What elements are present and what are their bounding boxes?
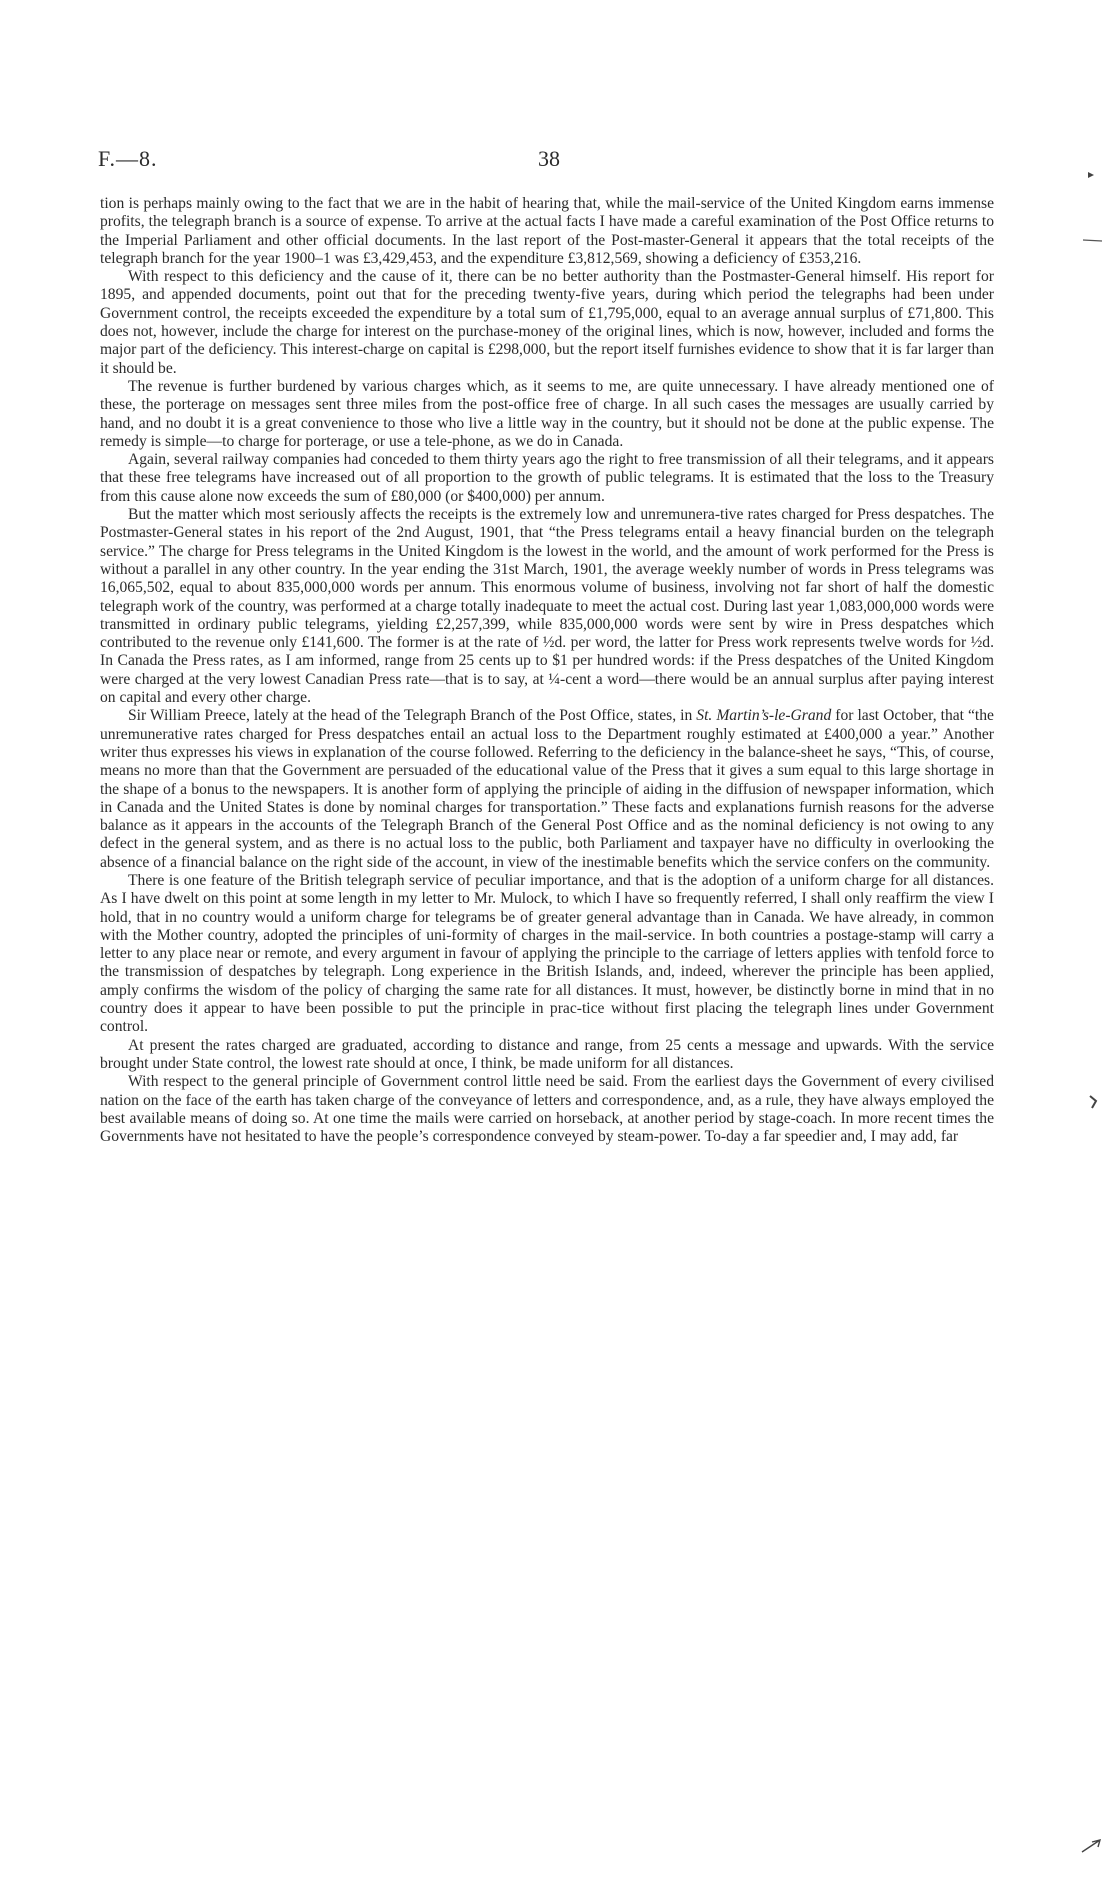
paragraph: With respect to this deficiency and the cause of it, there can be no better authority than the Postmaster-General himself. His report for 1895, and appended documents, point out that for the preceding twenty-five years, during which period the telegraphs had been under Government control, the receipts exceeded the expenditure by a total sum of £1,795,000, equal to an average annual surplus of £71,800. This does not, however, include the charge for interest on the purchase-money of the original lines, which is now, however, included and forms the major part of the deficiency. This interest-charge on capital is £298,000, but the report itself furnishes evidence to show that it is far larger than it should be. [100, 268, 994, 377]
paragraph: With respect to the general principle of Government control little need be said. From the earliest days the Government of every civilised nation on the face of the earth has taken charge of the conveyance of letters and correspondence, and, as a rule, they have always employed the best available means of doing so. At one time the mails were carried on horseback, at another period by stage-coach. In more recent times the Governments have not hesitated to have the people’s correspondence conveyed by steam-power. To-day a far speedier and, I may add, far [100, 1073, 994, 1146]
document-reference: F.—8. [98, 146, 158, 171]
margin-mark-icon [1086, 170, 1096, 180]
paragraph: There is one feature of the British telegraph service of peculiar importance, and that is the adoption of a uniform charge for all distances. As I have dwelt on this point at some length in my letter to Mr. Mulock, to which I have so frequently referred, I shall only reaffirm the view I hold, that in no country would a uniform charge for telegrams be of greater general advantage than in Canada. We have already, in common with the Mother country, adopted the principles of uni-formity of charges in the mail-service. In both countries a postage-stamp will carry a letter to any place near or remote, and every argument in favour of applying the principle to the carriage of letters applies with tenfold force to the transmission of despatches by telegraph. Long experience in the British Islands, and, indeed, wherever the principle has been applied, amply confirms the wisdom of the policy of charging the same rate for all distances. It must, however, be distinctly borne in mind that in no country does it appear to have been possible to put the principle in prac-tice without first placing the telegraph lines under Government control. [100, 871, 994, 1036]
page-header [98, 146, 1054, 176]
paragraph: The revenue is further burdened by various charges which, as it seems to me, are quite unnecessary. I have already mentioned one of these, the porterage on messages sent three miles from the post-office free of charge. In all such cases the messages are usually carried by hand, and no doubt it is a great convenience to those who live a little way in the country, but it should not be done at the public expense. The remedy is simple—to charge for porterage, or use a tele-phone, as we do in Canada. [100, 377, 994, 450]
paragraph-lead: Sir William Preece, lately at the head of the Telegraph Branch of the Post Office, states, in [128, 707, 693, 725]
paragraph: tion is perhaps mainly owing to the fact that we are in the habit of hearing that, while the mail-service of the United Kingdom earns immense profits, the telegraph branch is a source of expense. To arrive at the actual facts I have made a careful examination of the Post Office returns to the Imperial Parliament and other official documents. In the last report of the Post-master-General it appears that the total receipts of the telegraph branch for the year 1900–1 was £3,429,453, and the expenditure £3,812,569, showing a deficiency of £353,216. [100, 195, 994, 267]
journal-title: St. Martin’s-le-Grand [696, 707, 832, 725]
page-number: 38 [538, 146, 560, 171]
paragraph: Again, several railway companies had conceded to them thirty years ago the right to free transmission of all their telegrams, and it appears that these free telegrams have increased out of all proportion to the growth of public telegrams. It is estimated that the loss to the Treasury from this cause alone now exceeds the sum of £80,000 (or $400,000) per annum. [100, 451, 994, 505]
paragraph: But the matter which most seriously affects the receipts is the extremely low and unremunera-tive rates charged for Press despatches. The Postmaster-General states in his report of the 2nd August, 1901, that “the Press telegrams entail a heavy financial burden on the telegraph service.” The charge for Press telegrams in the United Kingdom is the lowest in the world, and the amount of work performed for the Press is without a parallel in any other country. In the year ending the 31st March, 1901, the average weekly number of words in Press telegrams was 16,065,502, equal to about 835,000,000 words per annum. This enormous volume of business, involving not far short of half the domestic telegraph work of the country, was performed at a charge totally inadequate to meet the actual cost. During last year 1,083,000,000 words were transmitted in ordinary public telegrams, yielding £2,257,399, while 835,000,000 words were sent by wire in Press despatches which contributed to the revenue only £141,600. The former is at the rate of ½d. per word, the latter for Press work represents twelve words for ½d. In Canada the Press rates, as I am informed, range from 25 cents up to $1 per hundred words: if the Press despatches of the United Kingdom were charged at the very lowest Canadian Press rate—that is to say, at ¼-cent a word—there would be an annual surplus after paying interest on capital and every other charge. [100, 506, 994, 707]
margin-mark-icon [1082, 236, 1104, 244]
margin-mark-icon [1088, 1095, 1098, 1109]
paragraph: At present the rates charged are graduated, according to distance and range, from 25 cents a message and upwards. With the service brought under State control, the lowest rate should at once, I think, be made uniform for all distances. [100, 1036, 994, 1072]
body-text [100, 195, 994, 1146]
paragraph-rest: for last October, that “the unremunerative rates charged for Press despatches entail an actual loss to the Department roughly estimated at £400,000 a year.” Another writer thus expresses his views in explanation of the course followed. Referring to the deficiency in the balance-sheet he says, “This, of course, means no more than that the Government are persuaded of the educational value of the Press that it gives a sum equal to this large shortage in the shape of a bonus to the newspapers. It is another form of applying the principle of aiding in the diffusion of newspaper information, which in Canada and the United States is done by nominal charges for transportation.” These facts and explanations furnish reasons for the adverse balance as it appears in the accounts of the Telegraph Branch of the General Post Office and as the nominal deficiency is not owing to any defect in the general system, and as there is no actual loss to the public, both Parliament and taxpayer have no difficulty in overlooking the absence of a financial balance on the right side of the account, in view of the inestimable benefits which the service confers on the community. [100, 707, 994, 871]
margin-mark-icon [1080, 1838, 1102, 1854]
paragraph-preece [100, 707, 994, 872]
